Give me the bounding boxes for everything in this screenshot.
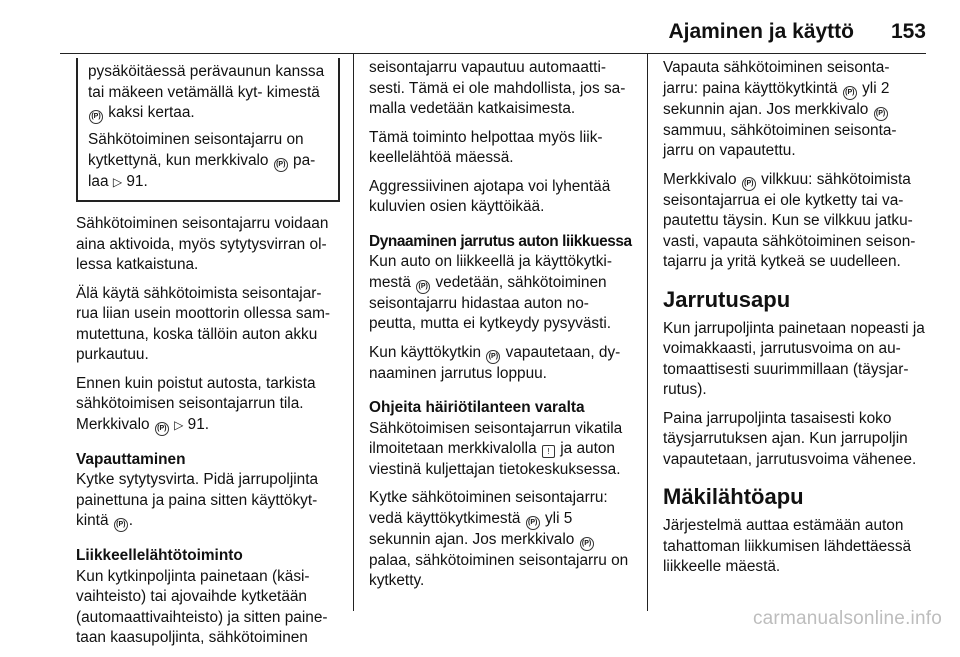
paragraph: Sähkötoimisen seisontajarrun vikatila ilmoitetaan merkkivalolla ! ja auton viestinä kuljettajan tietokeskuksessa. bbox=[369, 419, 623, 478]
column-2 bbox=[369, 58, 633, 600]
header-rule bbox=[60, 53, 926, 54]
paragraph: Paina jarrupoljinta tasaisesti koko täysjarrutuksen ajan. Kun jarrupoljin vapautetaan, jarrutusvoima vähenee. bbox=[663, 409, 917, 468]
section-title: Jarrutusapu bbox=[663, 286, 791, 312]
parking-brake-icon: (P) bbox=[843, 86, 857, 100]
parking-brake-icon: (P) bbox=[742, 177, 756, 191]
column-1 bbox=[76, 58, 340, 657]
page-reference-icon: ▷ bbox=[112, 174, 123, 189]
paragraph: seisontajarru vapautuu automaatti- sesti. Tämä ei ole mahdollista, jos sa- malla vedetään katkaisimesta. bbox=[369, 59, 626, 117]
paragraph: Vapauta sähkötoiminen seisonta- jarru: paina käyttökytkintä (P) yli 2 sekunnin ajan. Jos merkkivalo (P) sammuu, sähkötoiminen seisonta- jarru on vapautettu. bbox=[663, 59, 897, 159]
section-heading: Vapauttaminen bbox=[76, 450, 186, 468]
parking-brake-icon: (P) bbox=[416, 280, 430, 294]
paragraph: Kytke sähkötoiminen seisontajarru: vedä käyttökytkimestä (P) yli 5 sekunnin ajan. Jos merkkivalo (P) palaa, sähkötoiminen seisontajarru on kytketty. bbox=[369, 489, 629, 589]
paragraph: Aggressiivinen ajotapa voi lyhentää kuluvien osien käyttöikää. bbox=[369, 177, 611, 215]
section-heading: Ohjeita häiriötilanteen varalta bbox=[369, 399, 585, 416]
parking-brake-icon: (P) bbox=[274, 158, 288, 172]
paragraph: Merkkivalo (P) vilkkuu: sähkötoimista seisontajarrua ei ole kytketty tai va- pautettu täysin. Kun se vilkkuu jatku- vasti, vapauta sähkötoiminen seison- tajarru ja yritä kytkeä se uudelleen. bbox=[663, 170, 916, 270]
parking-brake-icon: (P) bbox=[486, 350, 500, 364]
parking-brake-icon: (P) bbox=[526, 516, 540, 530]
parking-brake-icon: (P) bbox=[580, 537, 594, 551]
paragraph: Sähkötoiminen seisontajarru voidaan aina aktivoida, myös sytytysvirran ol- lessa katkaistuna. bbox=[76, 215, 329, 273]
watermark: carmanualsonline.info bbox=[752, 608, 942, 629]
column-divider-1 bbox=[353, 53, 354, 611]
column-3 bbox=[663, 58, 927, 586]
column-divider-2 bbox=[647, 53, 648, 611]
paragraph: Järjestelmä auttaa estämään auton tahattoman liikkumisen lähdettäessä liikkeelle mäestä. bbox=[663, 517, 912, 575]
parking-brake-icon: (P) bbox=[89, 110, 103, 124]
paragraph: Kun auto on liikkeellä ja käyttökytki- mestä (P) vedetään, sähkötoiminen seisontajarru hidastaa auton no- peutta, mutta ei kytkeydy pysyvästi. bbox=[369, 253, 612, 332]
page-reference-icon: ▷ bbox=[174, 417, 184, 432]
page-number: 153 bbox=[890, 20, 926, 43]
header-title: Ajaminen ja käyttö bbox=[668, 20, 854, 43]
parking-brake-icon: (P) bbox=[155, 422, 169, 436]
parking-brake-icon: (P) bbox=[874, 107, 888, 121]
warning-icon: ! bbox=[542, 445, 555, 458]
section-heading: Liikkeellelähtötoiminto bbox=[76, 547, 243, 564]
note-box bbox=[76, 58, 340, 202]
paragraph: Ennen kuin poistut autosta, tarkista sähkötoimisen seisontajarrun tila. Merkkivalo (P) ▷ 91. bbox=[76, 374, 340, 436]
note-paragraph-2: Sähkötoiminen seisontajarru on kytkettynä, kun merkkivalo (P) pa- laa ▷ 91. bbox=[88, 131, 316, 190]
paragraph: Kun kytkinpoljinta painetaan (käsi- vaihteisto) tai ajovaihde kytketään (automaattivaihteisto) ja sitten paine- taan kaasupoljinta, sähkötoiminen bbox=[76, 567, 328, 646]
section-title: Mäkilähtöapu bbox=[663, 484, 804, 509]
note-paragraph-1: pysäköitäessä perävaunun kanssa tai mäkeen vetämällä kyt- kimestä (P) kaksi kertaa. bbox=[88, 62, 328, 124]
parking-brake-icon: (P) bbox=[114, 518, 128, 532]
paragraph: Älä käytä sähkötoimista seisontajar- rua liian usein moottorin ollessa sam- mutettuna, koska tällöin auton akku purkautuu. bbox=[76, 284, 331, 363]
paragraph: Kun jarrupoljinta painetaan nopeasti ja voimakkaasti, jarrutusvoima on au- tomaattisesti suurimmillaan (täysjar- rutus). bbox=[663, 319, 925, 398]
paragraph: Tämä toiminto helpottaa myös liik- keellelähtöä mäessä. bbox=[369, 128, 603, 166]
section-heading: Dynaaminen jarrutus auton liikkuessa bbox=[369, 232, 632, 250]
paragraph: Kytke sytytysvirta. Pidä jarrupoljinta painettuna ja paina sitten käyttökyt- kintä (P) . bbox=[76, 470, 340, 532]
paragraph: Kun käyttökytkin (P) vapautetaan, dy- naaminen jarrutus loppuu. bbox=[369, 343, 621, 382]
